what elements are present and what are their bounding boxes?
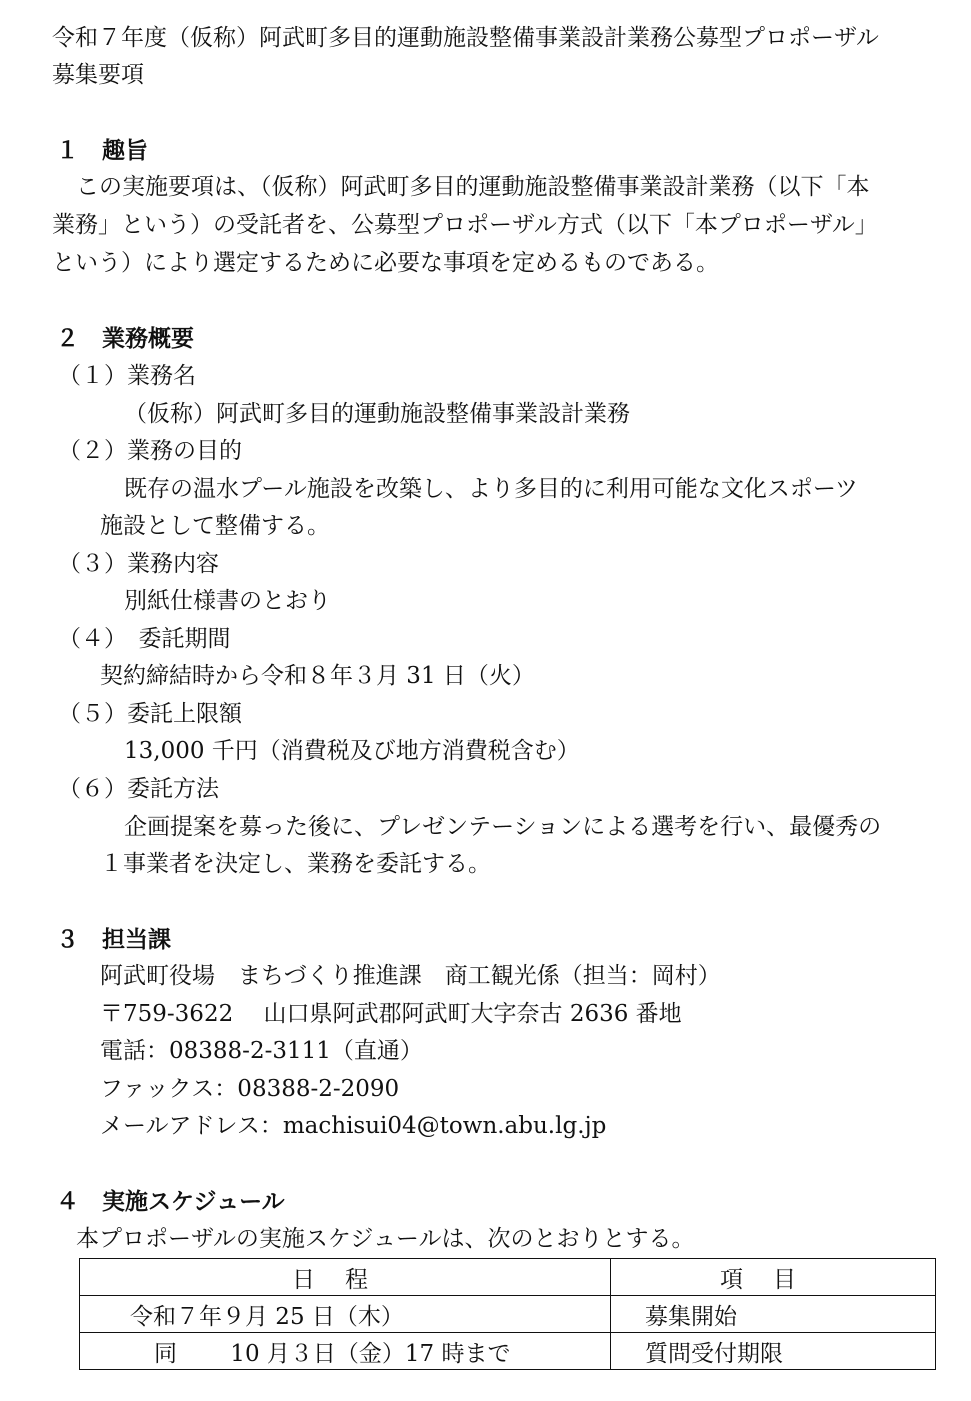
table-cell-item: 質問受付期限	[611, 1333, 936, 1370]
section-1-paragraph-line-3: という）により選定するために必要な事項を定めるものである。	[52, 250, 719, 276]
table-header-date: 日程	[80, 1259, 611, 1296]
item-6-text-line-2: １事業者を決定し、業務を委託する。	[100, 851, 491, 877]
table-row	[80, 1296, 936, 1333]
table-cell-date: 令和７年９月 25 日（木）	[80, 1296, 611, 1333]
section-1-heading: １ 趣旨	[56, 138, 148, 164]
section-1-paragraph-line-2: 業務」という）の受託者を、公募型プロポーザル方式（以下「本プロポーザル」	[52, 212, 878, 238]
item-3-label: （３）業務内容	[58, 551, 219, 577]
item-2-text-line-1: 既存の温水プール施設を改築し、より多目的に利用可能な文化スポーツ	[124, 476, 858, 502]
table-header-row	[80, 1259, 936, 1296]
schedule-intro: 本プロポーザルの実施スケジュールは、次のとおりとする。	[76, 1226, 695, 1252]
section-1-paragraph-line-1: この実施要項は、（仮称）阿武町多目的運動施設整備事業設計業務（以下「本	[76, 174, 870, 200]
table-row	[80, 1333, 936, 1370]
schedule-table	[79, 1258, 936, 1370]
contact-address: 〒759-3622 山口県阿武郡阿武町大字奈古 2636 番地	[100, 1001, 682, 1027]
contact-department: 阿武町役場 まちづくり推進課 商工観光係（担当：岡村）	[100, 963, 721, 989]
contact-email: メールアドレス：machisui04@town.abu.lg.jp	[100, 1113, 607, 1139]
table-cell-item: 募集開始	[611, 1296, 936, 1333]
item-3-text: 別紙仕様書のとおり	[124, 588, 331, 614]
item-2-label: （２）業務の目的	[58, 438, 242, 464]
section-4-heading: ４ 実施スケジュール	[56, 1189, 285, 1215]
section-3-heading: ３ 担当課	[56, 927, 171, 953]
item-5-text: 13,000 千円（消費税及び地方消費税含む）	[124, 738, 580, 764]
item-4-label: （４） 委託期間	[58, 626, 231, 652]
section-2-heading: ２ 業務概要	[56, 326, 194, 352]
document-title: 令和７年度（仮称）阿武町多目的運動施設整備事業設計業務公募型プロポーザル	[52, 25, 879, 51]
table-cell-date: 同 10 月３日（金）17 時まで	[80, 1333, 611, 1370]
item-1-text: （仮称）阿武町多目的運動施設整備事業設計業務	[124, 401, 630, 427]
item-6-text-line-1: 企画提案を募った後に、プレゼンテーションによる選考を行い、最優秀の	[124, 814, 882, 840]
item-4-text: 契約締結時から令和８年３月 31 日（火）	[100, 663, 535, 689]
contact-phone: 電話：08388-2-3111（直通）	[100, 1038, 423, 1064]
document-subtitle: 募集要項	[52, 62, 144, 88]
item-2-text-line-2: 施設として整備する。	[100, 513, 330, 539]
contact-fax: ファックス：08388-2-2090	[100, 1076, 400, 1102]
item-6-label: （６）委託方法	[58, 776, 219, 802]
item-1-label: （１）業務名	[58, 363, 196, 389]
table-header-item: 項目	[611, 1259, 936, 1296]
item-5-label: （５）委託上限額	[58, 701, 242, 727]
